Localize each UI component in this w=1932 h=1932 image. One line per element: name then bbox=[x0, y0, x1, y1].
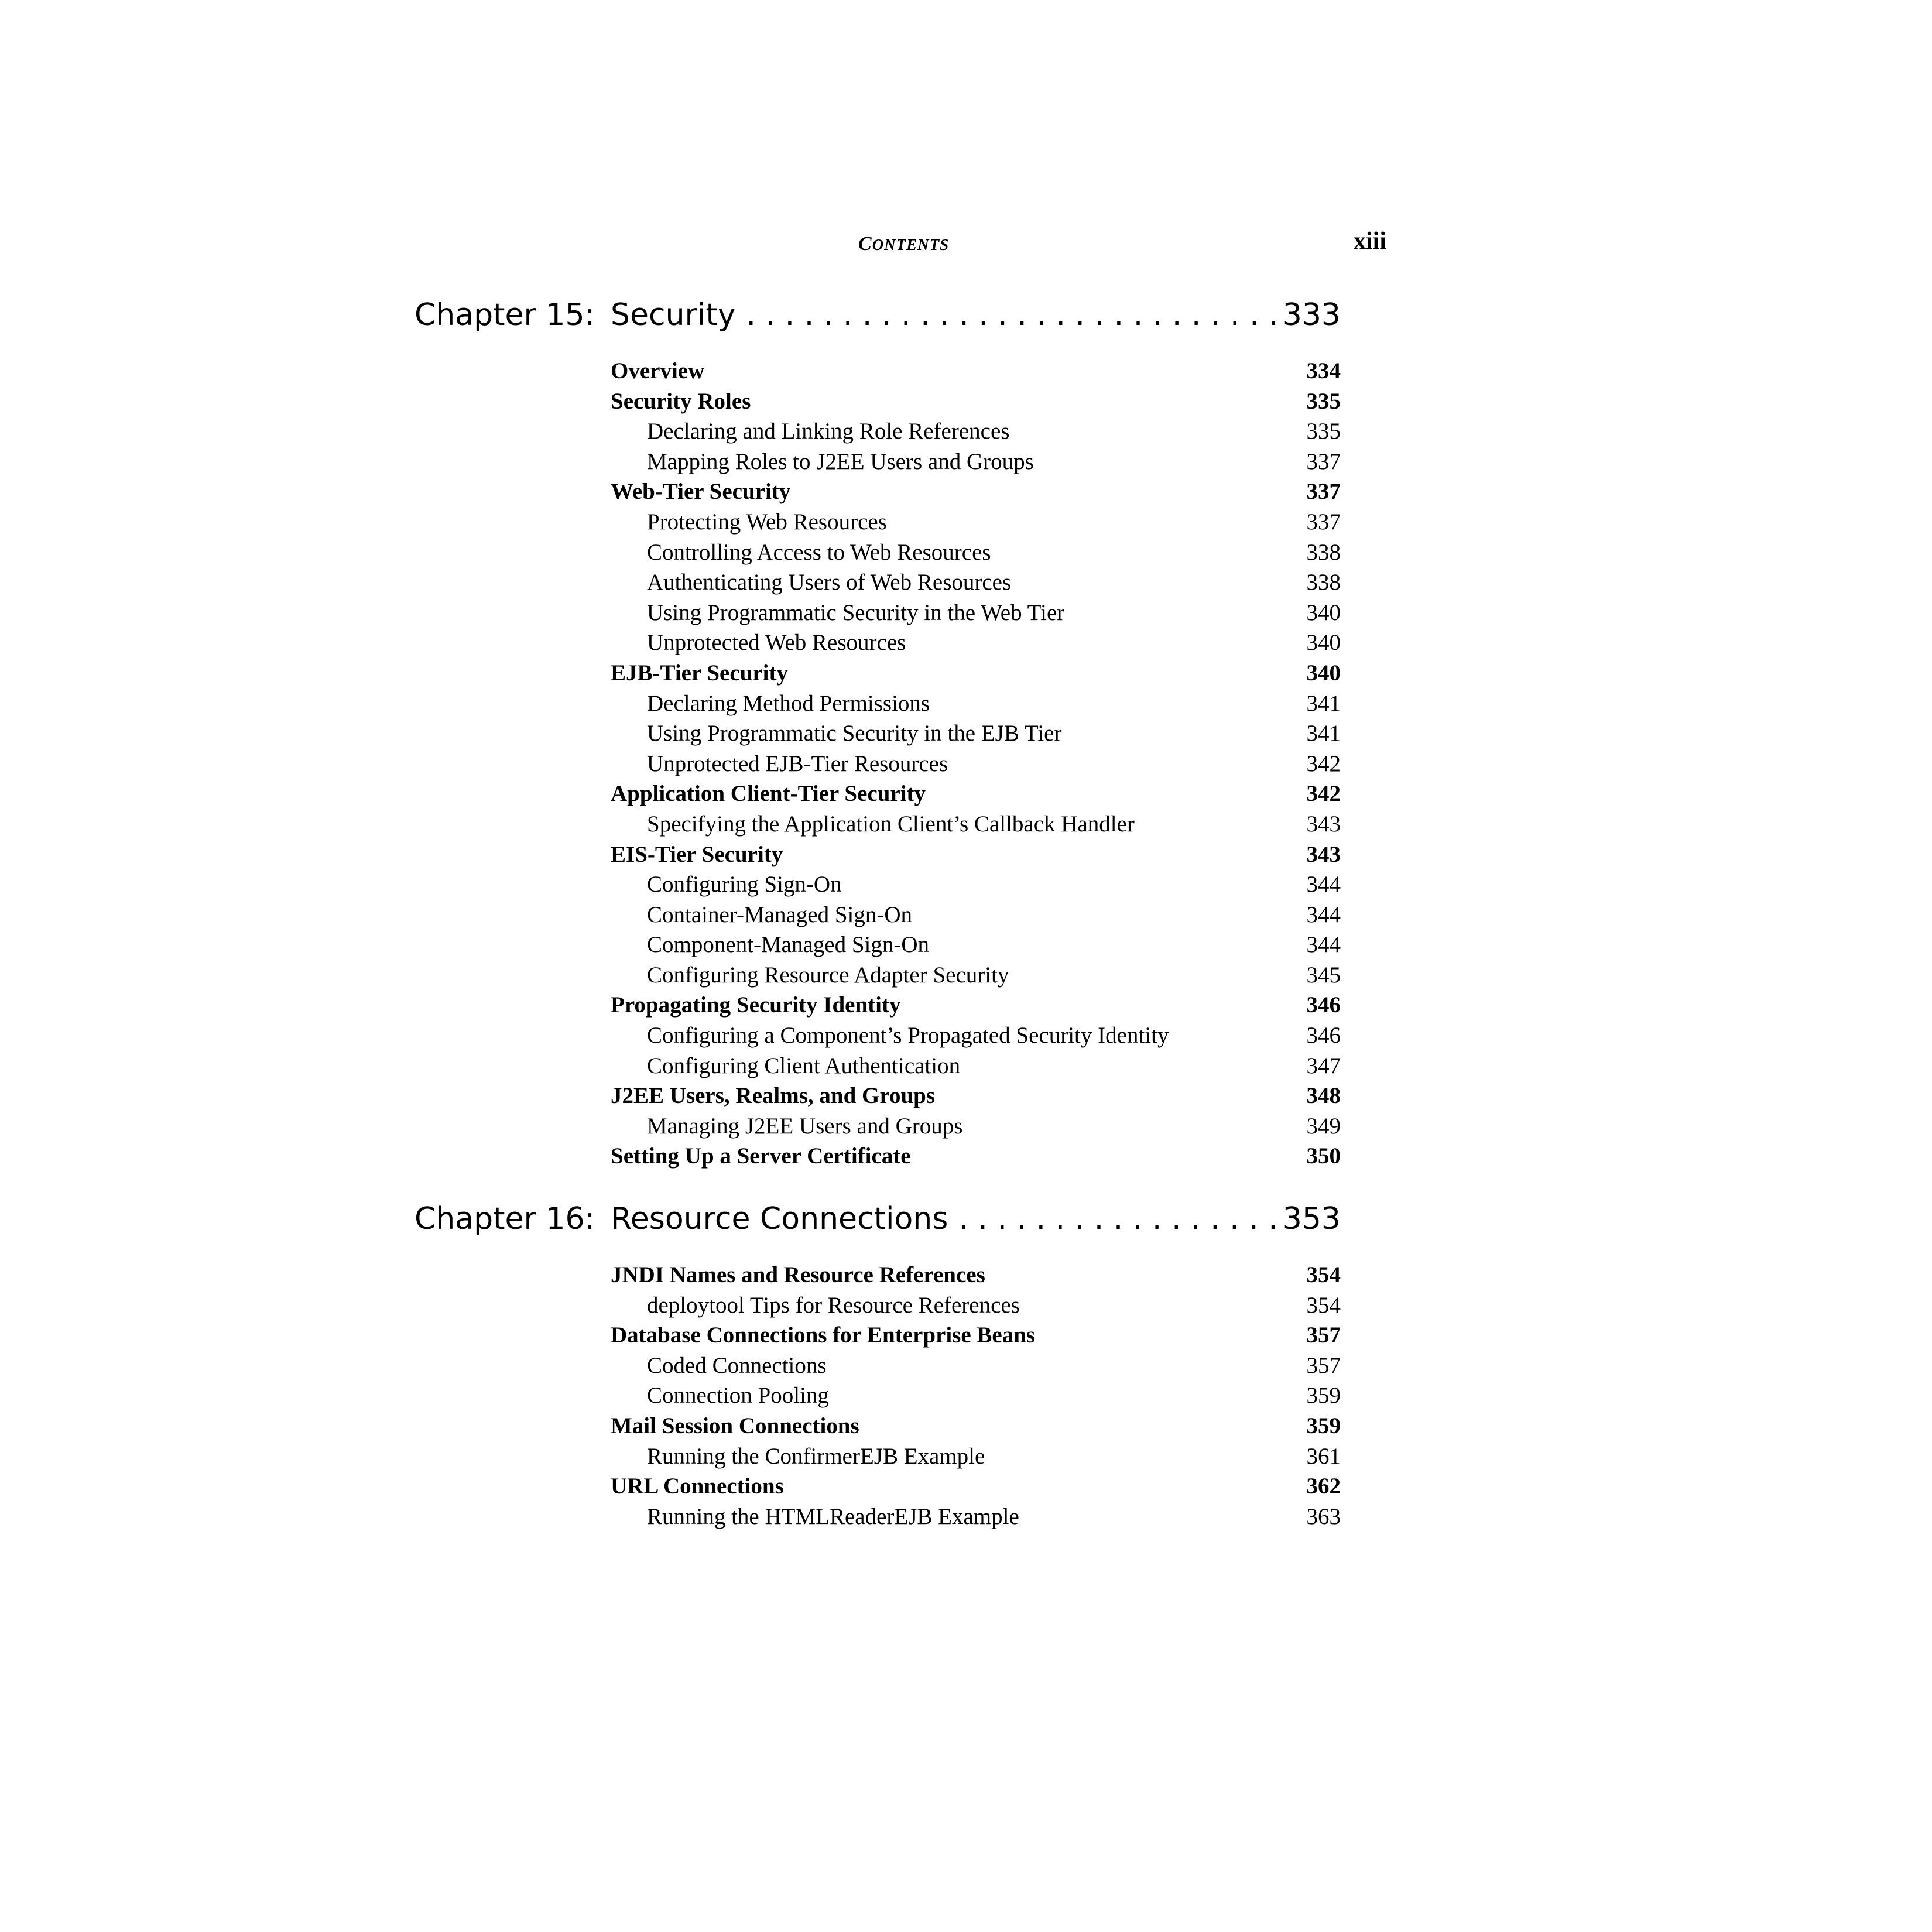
entry-title: Overview bbox=[611, 358, 705, 383]
entry-page-number: 361 bbox=[1306, 1443, 1341, 1469]
entry-title: Coded Connections bbox=[647, 1352, 827, 1378]
toc-section-entry[interactable] bbox=[611, 840, 1341, 870]
entry-title: Declaring and Linking Role References bbox=[647, 419, 1010, 444]
chapter-heading[interactable] bbox=[0, 1201, 1932, 1248]
toc-section-entry[interactable] bbox=[611, 1471, 1341, 1502]
entry-page-number: 341 bbox=[1306, 721, 1341, 746]
toc-subsection-entry[interactable] bbox=[611, 507, 1341, 537]
chapter-heading[interactable] bbox=[0, 297, 1932, 344]
running-title bbox=[858, 233, 949, 255]
toc-subsection-entry[interactable] bbox=[611, 1381, 1341, 1411]
entry-page-number: 340 bbox=[1306, 630, 1341, 656]
toc-subsection-entry[interactable] bbox=[611, 1290, 1341, 1321]
entry-title: Application Client-Tier Security bbox=[611, 781, 926, 807]
toc-entry-list bbox=[611, 356, 1341, 1171]
entry-page-number: 348 bbox=[1306, 1083, 1341, 1109]
toc-subsection-entry[interactable] bbox=[611, 869, 1341, 900]
toc-subsection-entry[interactable] bbox=[611, 416, 1341, 447]
entry-page-number: 359 bbox=[1306, 1383, 1341, 1409]
dot-leader bbox=[958, 1201, 1275, 1236]
toc-section-entry[interactable] bbox=[611, 1081, 1341, 1111]
entry-title: Configuring Client Authentication bbox=[647, 1053, 961, 1078]
entry-title: JNDI Names and Resource References bbox=[611, 1262, 985, 1287]
page-number: xiii bbox=[1353, 228, 1386, 255]
entry-title: Component-Managed Sign-On bbox=[647, 932, 930, 958]
entry-title: Unprotected Web Resources bbox=[647, 630, 906, 656]
toc-subsection-entry[interactable] bbox=[611, 1111, 1341, 1142]
entry-page-number: 363 bbox=[1306, 1503, 1341, 1529]
entry-title: Authenticating Users of Web Resources bbox=[647, 570, 1012, 595]
entry-page-number: 337 bbox=[1306, 448, 1341, 474]
toc-subsection-entry[interactable] bbox=[611, 688, 1341, 719]
toc-subsection-entry[interactable] bbox=[611, 718, 1341, 749]
entry-title: URL Connections bbox=[611, 1474, 784, 1499]
toc-subsection-entry[interactable] bbox=[611, 1502, 1341, 1532]
toc-section-entry[interactable] bbox=[611, 1141, 1341, 1171]
entry-title: Running the ConfirmerEJB Example bbox=[647, 1443, 985, 1469]
chapter-label: Chapter 16: bbox=[415, 1201, 595, 1236]
toc-subsection-entry[interactable] bbox=[611, 1020, 1341, 1051]
running-title-rest: ONTENTS bbox=[872, 236, 950, 254]
entry-page-number: 340 bbox=[1306, 660, 1341, 686]
toc-section-entry[interactable] bbox=[611, 990, 1341, 1020]
entry-page-number: 359 bbox=[1306, 1413, 1341, 1438]
entry-title: Using Programmatic Security in the Web Tier bbox=[647, 600, 1065, 625]
entry-title: Propagating Security Identity bbox=[611, 992, 901, 1018]
entry-title: Database Connections for Enterprise Beans bbox=[611, 1323, 1036, 1348]
toc-section-entry[interactable] bbox=[611, 1320, 1341, 1351]
entry-page-number: 337 bbox=[1306, 509, 1341, 535]
chapter-page-number: 353 bbox=[1282, 1201, 1341, 1236]
entry-page-number: 341 bbox=[1306, 690, 1341, 716]
chapter-title-row bbox=[611, 1201, 1341, 1236]
entry-title: Controlling Access to Web Resources bbox=[647, 539, 991, 565]
toc-section-entry[interactable] bbox=[611, 386, 1341, 417]
running-title-initial: C bbox=[858, 233, 872, 255]
chapter-16-section bbox=[0, 1201, 1932, 1529]
entry-page-number: 349 bbox=[1306, 1113, 1341, 1139]
toc-section-entry[interactable] bbox=[611, 779, 1341, 809]
entry-page-number: 342 bbox=[1306, 751, 1341, 776]
toc-subsection-entry[interactable] bbox=[611, 447, 1341, 477]
toc-subsection-entry[interactable] bbox=[611, 809, 1341, 840]
entry-title: Configuring a Component’s Propagated Security Identity bbox=[647, 1023, 1169, 1049]
entry-page-number: 342 bbox=[1306, 781, 1341, 807]
entry-page-number: 346 bbox=[1306, 992, 1341, 1018]
entry-title: Unprotected EJB-Tier Resources bbox=[647, 751, 948, 776]
entry-title: Connection Pooling bbox=[647, 1383, 829, 1409]
toc-section-entry[interactable] bbox=[611, 658, 1341, 688]
toc-subsection-entry[interactable] bbox=[611, 1051, 1341, 1081]
entry-page-number: 362 bbox=[1306, 1474, 1341, 1499]
entry-page-number: 338 bbox=[1306, 570, 1341, 595]
entry-page-number: 354 bbox=[1306, 1262, 1341, 1287]
toc-subsection-entry[interactable] bbox=[611, 567, 1341, 598]
chapter-label: Chapter 15: bbox=[415, 297, 595, 333]
entry-title: Container-Managed Sign-On bbox=[647, 902, 913, 927]
toc-subsection-entry[interactable] bbox=[611, 960, 1341, 991]
toc-subsection-entry[interactable] bbox=[611, 537, 1341, 568]
entry-title: Using Programmatic Security in the EJB Tier bbox=[647, 721, 1062, 746]
entry-page-number: 344 bbox=[1306, 932, 1341, 958]
toc-subsection-entry[interactable] bbox=[611, 900, 1341, 930]
toc-subsection-entry[interactable] bbox=[611, 930, 1341, 960]
toc-section-entry[interactable] bbox=[611, 1411, 1341, 1441]
entry-page-number: 337 bbox=[1306, 479, 1341, 505]
toc-subsection-entry[interactable] bbox=[611, 598, 1341, 628]
entry-page-number: 344 bbox=[1306, 902, 1341, 927]
dot-leader bbox=[746, 297, 1276, 333]
toc-section-entry[interactable] bbox=[611, 356, 1341, 386]
entry-title: Running the HTMLReaderEJB Example bbox=[647, 1503, 1019, 1529]
entry-page-number: 335 bbox=[1306, 388, 1341, 414]
entry-page-number: 338 bbox=[1306, 539, 1341, 565]
toc-section-entry[interactable] bbox=[611, 1260, 1341, 1290]
entry-page-number: 335 bbox=[1306, 419, 1341, 444]
toc-entry-list bbox=[611, 1260, 1341, 1532]
toc-subsection-entry[interactable] bbox=[611, 628, 1341, 658]
chapter-15-section bbox=[0, 297, 1932, 1169]
entry-title: Mapping Roles to J2EE Users and Groups bbox=[647, 448, 1034, 474]
entry-page-number: 340 bbox=[1306, 600, 1341, 625]
entry-title: Mail Session Connections bbox=[611, 1413, 859, 1438]
entry-page-number: 347 bbox=[1306, 1053, 1341, 1078]
entry-page-number: 343 bbox=[1306, 841, 1341, 867]
entry-page-number: 344 bbox=[1306, 872, 1341, 898]
entry-page-number: 350 bbox=[1306, 1143, 1341, 1169]
toc-subsection-entry[interactable] bbox=[611, 1351, 1341, 1381]
entry-title: Security Roles bbox=[611, 388, 751, 414]
chapter-title-row bbox=[611, 297, 1341, 333]
entry-page-number: 354 bbox=[1306, 1292, 1341, 1318]
entry-title: EJB-Tier Security bbox=[611, 660, 788, 686]
entry-page-number: 357 bbox=[1306, 1352, 1341, 1378]
entry-title: Protecting Web Resources bbox=[647, 509, 887, 535]
entry-title: deploytool Tips for Resource References bbox=[647, 1292, 1020, 1318]
entry-page-number: 334 bbox=[1306, 358, 1341, 383]
entry-page-number: 343 bbox=[1306, 811, 1341, 837]
toc-subsection-entry[interactable] bbox=[611, 1441, 1341, 1472]
chapter-title: Resource Connections bbox=[611, 1201, 948, 1236]
entry-title: Managing J2EE Users and Groups bbox=[647, 1113, 963, 1139]
toc-section-entry[interactable] bbox=[611, 477, 1341, 507]
chapter-title: Security bbox=[611, 297, 736, 333]
entry-page-number: 346 bbox=[1306, 1023, 1341, 1049]
entry-title: Setting Up a Server Certificate bbox=[611, 1143, 911, 1169]
entry-page-number: 345 bbox=[1306, 962, 1341, 988]
entry-title: J2EE Users, Realms, and Groups bbox=[611, 1083, 936, 1109]
chapter-page-number: 333 bbox=[1282, 297, 1341, 333]
entry-title: Web-Tier Security bbox=[611, 479, 791, 505]
entry-title: Declaring Method Permissions bbox=[647, 690, 930, 716]
toc-subsection-entry[interactable] bbox=[611, 749, 1341, 779]
entry-page-number: 357 bbox=[1306, 1323, 1341, 1348]
entry-title: Configuring Resource Adapter Security bbox=[647, 962, 1009, 988]
entry-title: EIS-Tier Security bbox=[611, 841, 783, 867]
entry-title: Configuring Sign-On bbox=[647, 872, 842, 898]
entry-title: Specifying the Application Client’s Callback Handler bbox=[647, 811, 1135, 837]
